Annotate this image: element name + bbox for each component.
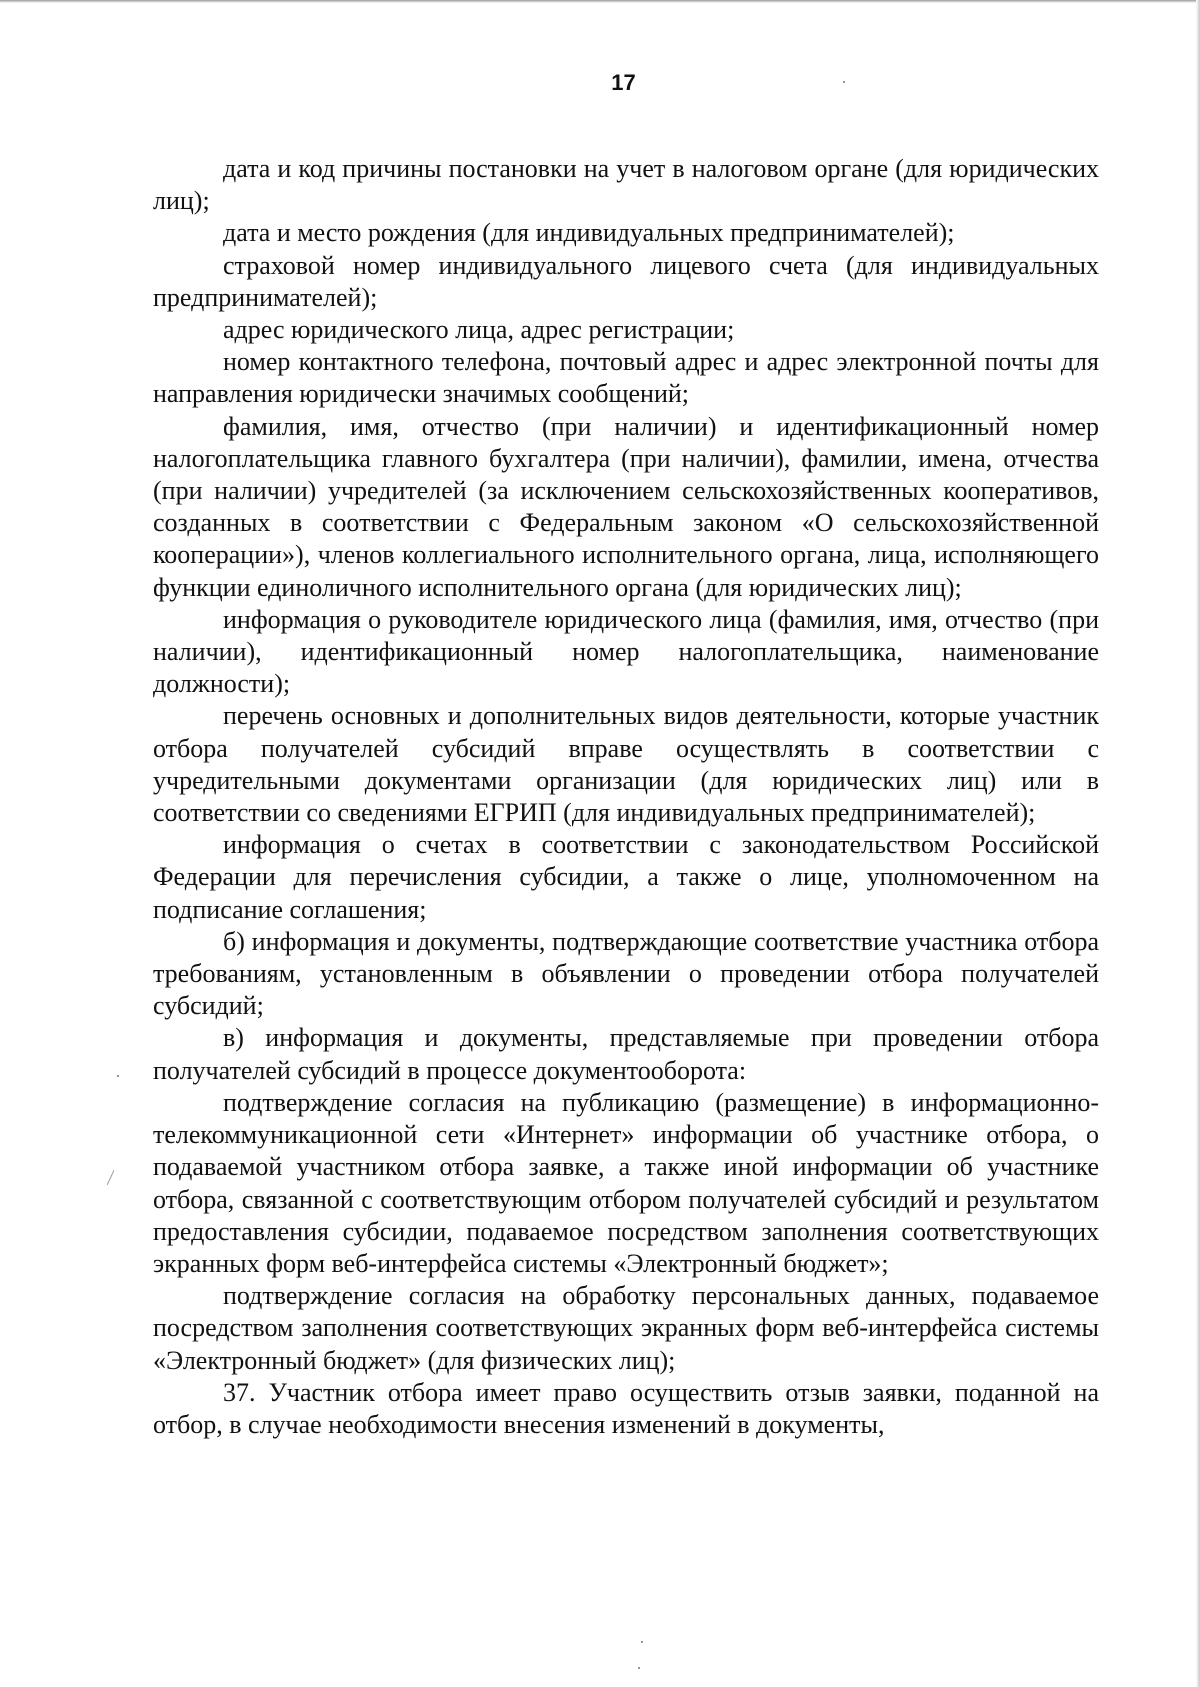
paragraph: дата и код причины постановки на учет в налоговом органе (для юридических лиц); [153, 154, 1099, 216]
scan-mark [107, 1170, 116, 1186]
paragraph: б) информация и документы, подтверждающие соответствие участника отбора требованиям, установленным в объявлении о проведении отбора получателей субсидий; [153, 926, 1099, 1021]
paragraph: фамилия, имя, отчество (при наличии) и идентификационный номер налогоплательщика главного бухгалтера (при наличии), фамилии, имена, отчества (при наличии) учредителей (за исключением сельскохозяйственных кооперативов, созданных в соответствии с Федеральным законом «О сельскохозяйственной кооперации»), членов коллегиального исполнительного органа, лица, исполняющего функции единоличного исполнительного органа (для юридических лиц); [153, 411, 1099, 602]
scan-speck [843, 81, 845, 83]
scan-edge-right [1196, 0, 1200, 1687]
scan-speck [117, 1075, 119, 1077]
paragraph: информация о счетах в соответствии с законодательством Российской Федерации для перечисления субсидии, а также о лице, уполномоченном на подписание соглашения; [153, 830, 1099, 924]
page-number: 17 [611, 70, 636, 95]
paragraph: подтверждение согласия на обработку персональных данных, подаваемое посредством заполнения соответствующих экранных форм веб-интерфейса системы «Электронный бюджет» (для физических лиц); [153, 1281, 1099, 1375]
scan-edge-top [0, 0, 1200, 3]
paragraph: номер контактного телефона, почтовый адрес и адрес электронной почты для направления юридически значимых сообщений; [153, 347, 1099, 409]
paragraph: адрес юридического лица, адрес регистрации; [223, 315, 735, 345]
paragraph: информация о руководителе юридического лица (фамилия, имя, отчество (при наличии), идентификационный номер налогоплательщика, наименование должности); [153, 604, 1099, 699]
paragraph: страховой номер индивидуального лицевого счета (для индивидуальных предпринимателей); [153, 250, 1099, 312]
paragraph: подтверждение согласия на публикацию (размещение) в информационно-телекоммуникационной сети «Интернет» информации об участнике отбора, о подаваемой участником отбора заявке, а также иной информации об участнике отбора, связанной с соответствующим отбором получателей субсидий и результатом предоставления субсидии, подаваемое посредством заполнения соответствующих экранных форм веб-интерфейса системы «Электронный бюджет»; [153, 1087, 1099, 1278]
document-body [153, 153, 1099, 1441]
paragraph: перечень основных и дополнительных видов деятельности, которые участник отбора получателей субсидий вправе осуществлять в соответствии с учредительными документами организации (для юридических лиц) или в соответствии со сведениями ЕГРИП (для индивидуальных предпринимателей); [153, 701, 1099, 828]
paragraph: в) информация и документы, представляемые при проведении отбора получателей субсидий в процессе документооборота: [153, 1023, 1099, 1085]
paragraph: 37. Участник отбора имеет право осуществить отзыв заявки, поданной на отбор, в случае необходимости внесения изменений в документы, [153, 1377, 1099, 1439]
scan-speck [638, 1667, 640, 1669]
paragraph: дата и место рождения (для индивидуальных предпринимателей); [223, 218, 955, 248]
scan-speck [641, 1641, 643, 1643]
